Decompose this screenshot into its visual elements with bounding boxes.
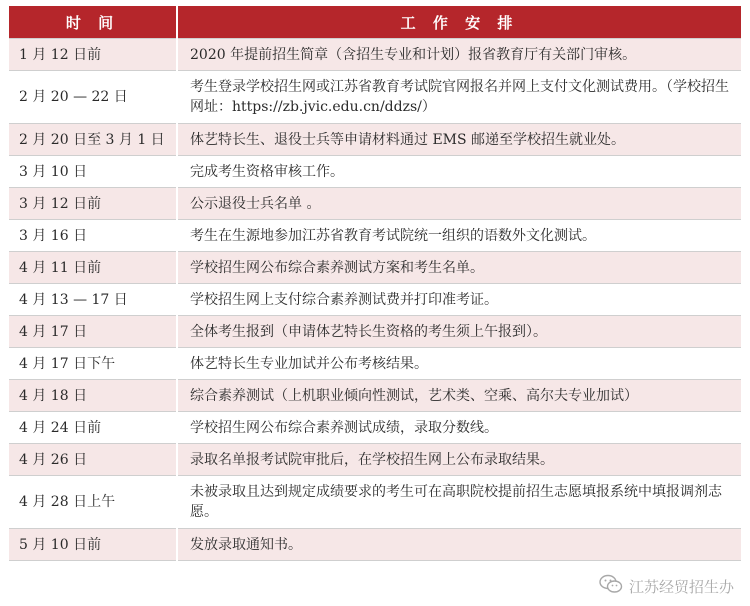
row-task: 录取名单报考试院审批后，在学校招生网上公布录取结果。 (177, 444, 741, 476)
watermark (599, 574, 734, 598)
table-row (9, 444, 741, 476)
row-date: 4 月 13 — 17 日 (9, 284, 177, 316)
table-row (9, 39, 741, 71)
table-body (9, 39, 741, 561)
row-date: 1 月 12 日前 (9, 39, 177, 71)
table-row (9, 380, 741, 412)
table-row (9, 476, 741, 529)
row-task: 发放录取通知书。 (177, 529, 741, 561)
header-work-arrangement: 工 作 安 排 (177, 6, 741, 39)
row-task: 学校招生网公布综合素养测试方案和考生名单。 (177, 252, 741, 284)
table-row (9, 284, 741, 316)
row-task: 考生登录学校招生网或江苏省教育考试院官网报名并网上支付文化测试费用。（学校招生网址：https://zb.jvic.edu.cn/ddzs/） (177, 71, 741, 124)
table-row (9, 188, 741, 220)
table-row (9, 252, 741, 284)
header-time: 时 间 (9, 6, 177, 39)
table-row (9, 412, 741, 444)
table-row (9, 156, 741, 188)
row-task: 公示退役士兵名单 。 (177, 188, 741, 220)
row-date: 2 月 20 日至 3 月 1 日 (9, 124, 177, 156)
table-row (9, 71, 741, 124)
table-row (9, 529, 741, 561)
row-date: 4 月 17 日下午 (9, 348, 177, 380)
table-row (9, 348, 741, 380)
row-date: 3 月 12 日前 (9, 188, 177, 220)
row-date: 2 月 20 — 22 日 (9, 71, 177, 124)
row-date: 3 月 10 日 (9, 156, 177, 188)
row-task: 学校招生网上支付综合素养测试费并打印准考证。 (177, 284, 741, 316)
row-task: 未被录取且达到规定成绩要求的考生可在高职院校提前招生志愿填报系统中填报调剂志愿。 (177, 476, 741, 529)
admission-schedule-table (9, 6, 741, 561)
header-row (9, 6, 741, 39)
row-task: 体艺特长生、退役士兵等申请材料通过 EMS 邮递至学校招生就业处。 (177, 124, 741, 156)
table-row (9, 316, 741, 348)
row-task: 体艺特长生专业加试并公布考核结果。 (177, 348, 741, 380)
row-task: 完成考生资格审核工作。 (177, 156, 741, 188)
row-date: 4 月 24 日前 (9, 412, 177, 444)
row-task: 综合素养测试（上机职业倾向性测试，艺术类、空乘、高尔夫专业加试） (177, 380, 741, 412)
row-date: 4 月 17 日 (9, 316, 177, 348)
row-date: 4 月 26 日 (9, 444, 177, 476)
row-task: 全体考生报到（申请体艺特长生资格的考生须上午报到）。 (177, 316, 741, 348)
table-row (9, 124, 741, 156)
table-header (9, 6, 741, 39)
wechat-icon (599, 574, 623, 598)
row-date: 4 月 28 日上午 (9, 476, 177, 529)
row-task: 学校招生网公布综合素养测试成绩，录取分数线。 (177, 412, 741, 444)
row-date: 4 月 11 日前 (9, 252, 177, 284)
row-task: 考生在生源地参加江苏省教育考试院统一组织的语数外文化测试。 (177, 220, 741, 252)
row-date: 4 月 18 日 (9, 380, 177, 412)
table-row (9, 220, 741, 252)
row-task: 2020 年提前招生简章（含招生专业和计划）报省教育厅有关部门审核。 (177, 39, 741, 71)
row-date: 5 月 10 日前 (9, 529, 177, 561)
row-date: 3 月 16 日 (9, 220, 177, 252)
watermark-text: 江苏经贸招生办 (628, 577, 734, 596)
